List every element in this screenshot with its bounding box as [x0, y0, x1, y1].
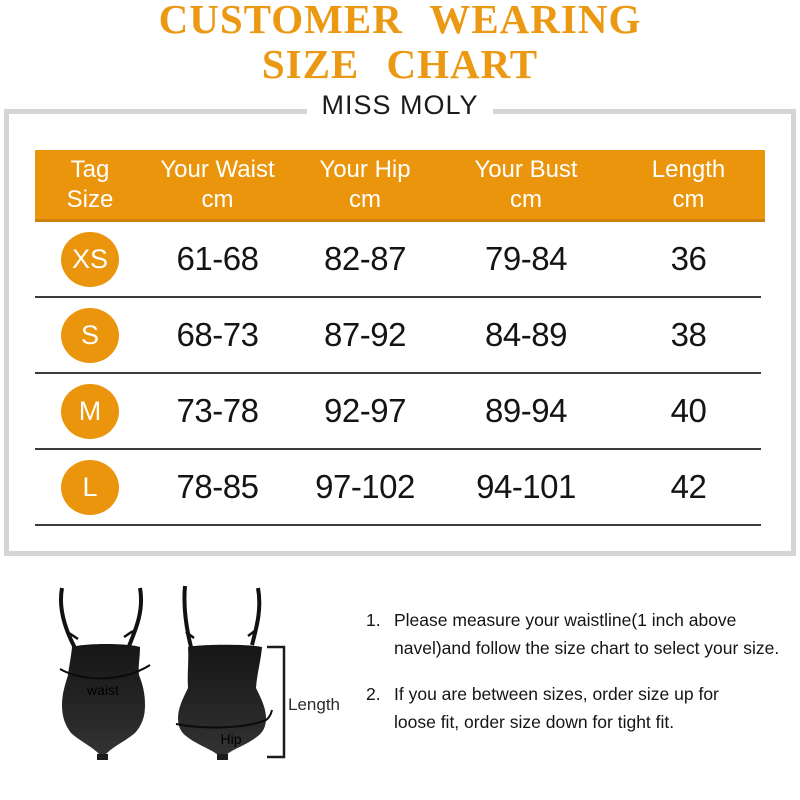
- table-row-l: [35, 450, 761, 526]
- size-badge-cell: [35, 298, 145, 372]
- waist-value: 68-73: [176, 316, 259, 353]
- table-row-s: [35, 298, 761, 374]
- note-number: 1.: [366, 610, 381, 630]
- size-badge-cell: [35, 450, 145, 524]
- table-row-xs: [35, 222, 761, 298]
- column-header-tag-size: Tag Size: [66, 155, 114, 213]
- column-header-length: Length cm: [651, 155, 726, 213]
- sizing-notes: [366, 606, 800, 736]
- note-number: 2.: [366, 684, 381, 704]
- size-badge-cell: [35, 374, 145, 448]
- table-body: [35, 222, 765, 526]
- length-value: 42: [670, 468, 707, 505]
- hip-value: 82-87: [324, 240, 406, 277]
- note-2-continued: loose fit, order size down for tight fit.: [394, 712, 675, 732]
- size-badge-xs: XS: [61, 232, 119, 287]
- size-badge-m: M: [61, 384, 119, 439]
- size-badge-l: L: [61, 460, 119, 515]
- note-1: [366, 606, 800, 634]
- size-badge-cell: [35, 222, 145, 296]
- bodysuit-measurement-diagram: [45, 578, 365, 778]
- note-1-continued: navel)and follow the size chart to select your size.: [394, 638, 780, 658]
- waist-label: waist: [87, 682, 119, 698]
- waist-value: 78-85: [176, 468, 259, 505]
- bodysuit-front-figure: [60, 588, 150, 760]
- hip-label: Hip: [220, 731, 242, 747]
- waist-value: 73-78: [176, 392, 259, 429]
- column-header-hip: Your Hip cm: [319, 155, 411, 213]
- page-title-line-1: CUSTOMER WEARING: [158, 0, 642, 42]
- brand-name: MISS MOLY: [0, 88, 800, 122]
- size-badge-s: S: [61, 308, 119, 363]
- note-text: Please measure your waistline(1 inch above: [394, 610, 737, 630]
- hip-value: 87-92: [324, 316, 406, 353]
- hip-value: 97-102: [315, 468, 415, 505]
- page-title-line-2: SIZE CHART: [261, 41, 539, 87]
- bodysuit-back-figure: [176, 586, 272, 760]
- column-header-waist: Your Waist cm: [160, 155, 275, 213]
- bust-value: 94-101: [476, 468, 576, 505]
- bust-value: 84-89: [485, 316, 567, 353]
- note-2: [366, 680, 800, 708]
- length-label: Length: [288, 695, 340, 714]
- length-value: 40: [670, 392, 707, 429]
- table-header-row: [35, 150, 765, 222]
- column-header-bust: Your Bust cm: [474, 155, 578, 213]
- length-bracket: [267, 647, 340, 757]
- table-row-m: [35, 374, 761, 450]
- bust-value: 89-94: [485, 392, 567, 429]
- waist-value: 61-68: [176, 240, 259, 277]
- length-value: 38: [670, 316, 707, 353]
- bust-value: 79-84: [485, 240, 567, 277]
- length-value: 36: [670, 240, 707, 277]
- hip-value: 92-97: [324, 392, 406, 429]
- note-text: If you are between sizes, order size up for: [394, 684, 719, 704]
